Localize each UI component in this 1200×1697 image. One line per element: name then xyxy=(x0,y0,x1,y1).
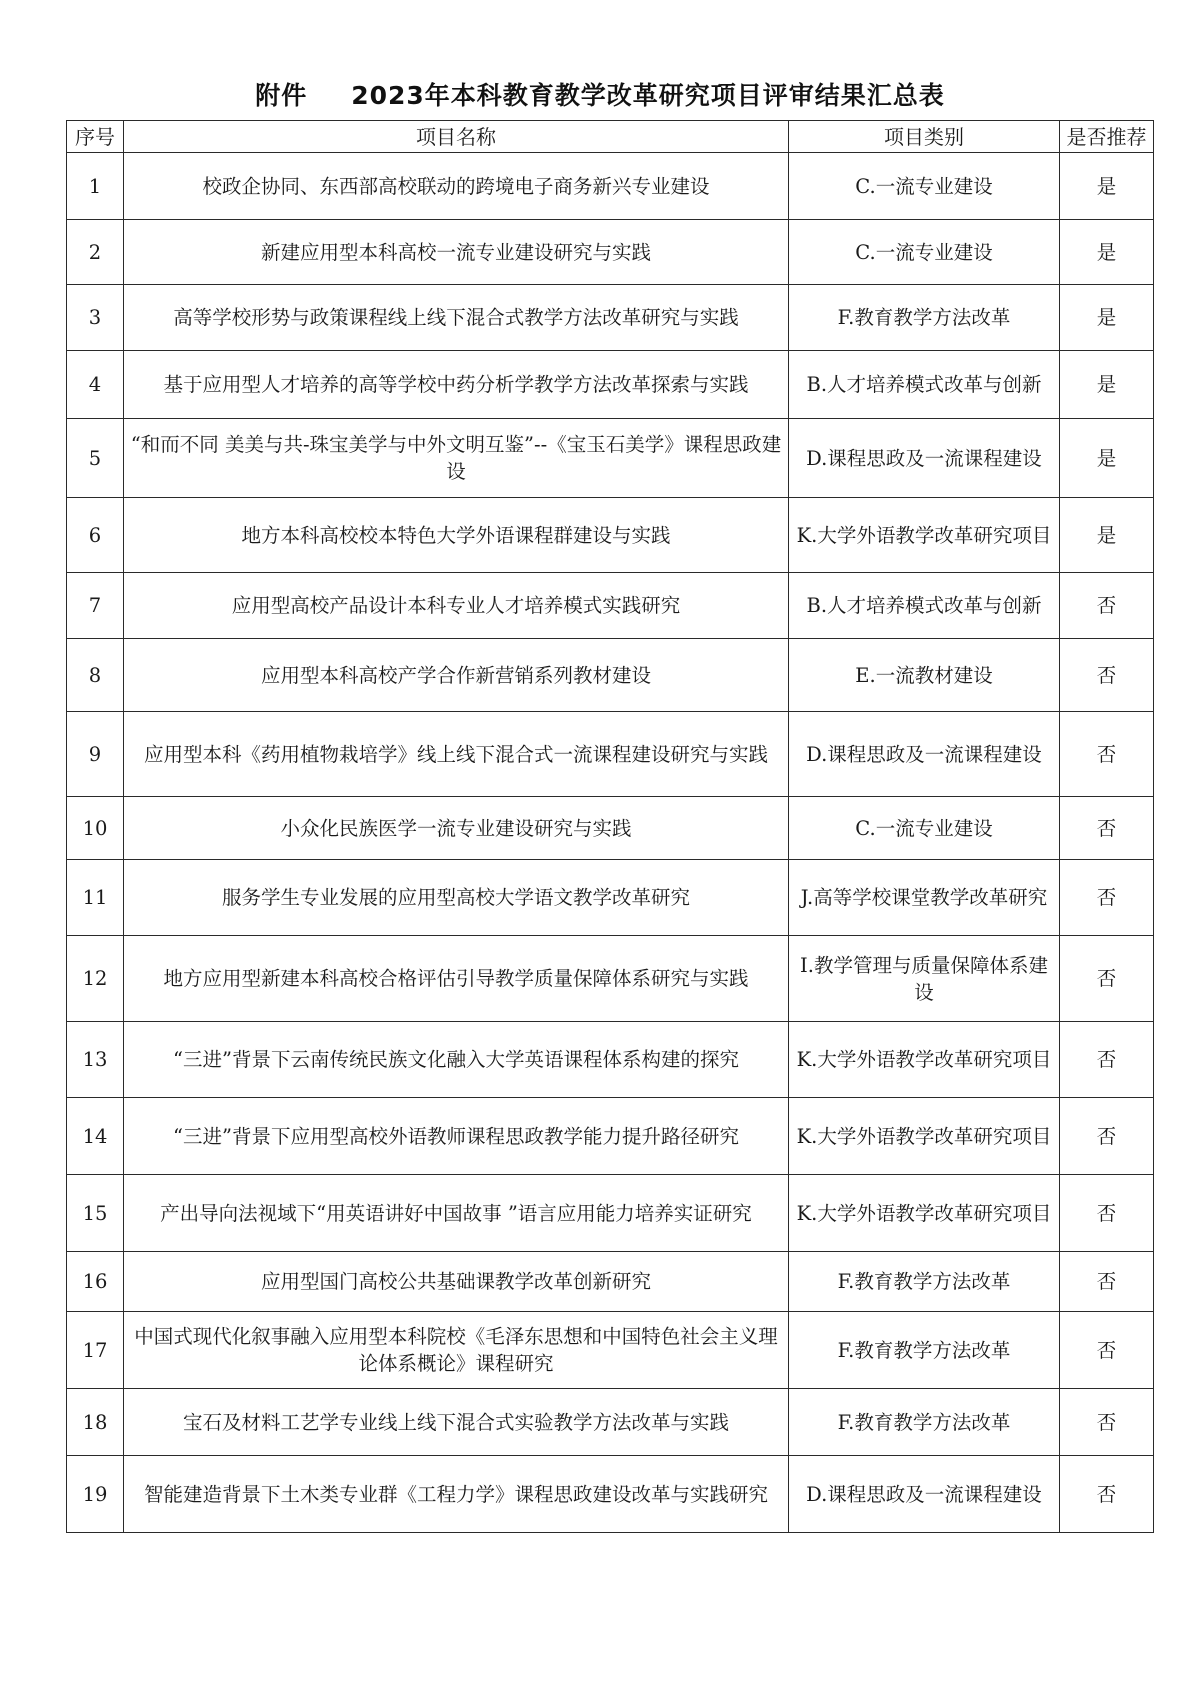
cell-recommend: 是 xyxy=(1060,419,1154,498)
cell-category: K.大学外语教学改革研究项目 xyxy=(789,1022,1060,1098)
cell-recommend: 是 xyxy=(1060,285,1154,351)
cell-seq: 16 xyxy=(67,1252,124,1312)
cell-recommend: 是 xyxy=(1060,153,1154,220)
header-seq: 序号 xyxy=(67,121,124,153)
cell-seq: 1 xyxy=(67,153,124,220)
cell-category: K.大学外语教学改革研究项目 xyxy=(789,1175,1060,1252)
cell-seq: 12 xyxy=(67,936,124,1022)
cell-seq: 9 xyxy=(67,712,124,797)
cell-category: F.教育教学方法改革 xyxy=(789,1312,1060,1389)
cell-recommend: 否 xyxy=(1060,1098,1154,1175)
cell-recommend: 否 xyxy=(1060,712,1154,797)
cell-seq: 4 xyxy=(67,351,124,419)
cell-name: “三进”背景下云南传统民族文化融入大学英语课程体系构建的探究 xyxy=(124,1022,789,1098)
cell-category: C.一流专业建设 xyxy=(789,797,1060,860)
cell-category: F.教育教学方法改革 xyxy=(789,285,1060,351)
cell-recommend: 否 xyxy=(1060,1312,1154,1389)
cell-name: “和而不同 美美与共-珠宝美学与中外文明互鉴”--《宝玉石美学》课程思政建设 xyxy=(124,419,789,498)
header-name: 项目名称 xyxy=(124,121,789,153)
cell-recommend: 是 xyxy=(1060,351,1154,419)
cell-recommend: 否 xyxy=(1060,797,1154,860)
cell-seq: 3 xyxy=(67,285,124,351)
cell-name: 应用型国门高校公共基础课教学改革创新研究 xyxy=(124,1252,789,1312)
header-recommend: 是否推荐 xyxy=(1060,121,1154,153)
cell-category: D.课程思政及一流课程建设 xyxy=(789,1456,1060,1533)
cell-seq: 19 xyxy=(67,1456,124,1533)
cell-name: 应用型本科高校产学合作新营销系列教材建设 xyxy=(124,639,789,712)
cell-recommend: 否 xyxy=(1060,1175,1154,1252)
cell-seq: 13 xyxy=(67,1022,124,1098)
table-row xyxy=(67,220,1154,285)
table-row xyxy=(67,153,1154,220)
cell-category: D.课程思政及一流课程建设 xyxy=(789,419,1060,498)
table-row xyxy=(67,1022,1154,1098)
table-row xyxy=(67,573,1154,639)
results-table xyxy=(66,120,1154,1533)
cell-recommend: 否 xyxy=(1060,639,1154,712)
cell-seq: 10 xyxy=(67,797,124,860)
cell-name: 地方应用型新建本科高校合格评估引导教学质量保障体系研究与实践 xyxy=(124,936,789,1022)
title-prefix: 附件 xyxy=(255,81,308,110)
cell-name: 小众化民族医学一流专业建设研究与实践 xyxy=(124,797,789,860)
cell-name: 产出导向法视域下“用英语讲好中国故事 ”语言应用能力培养实证研究 xyxy=(124,1175,789,1252)
document-title xyxy=(0,76,1200,112)
cell-category: E.一流教材建设 xyxy=(789,639,1060,712)
cell-seq: 11 xyxy=(67,860,124,936)
cell-seq: 17 xyxy=(67,1312,124,1389)
cell-seq: 8 xyxy=(67,639,124,712)
cell-seq: 5 xyxy=(67,419,124,498)
table-row xyxy=(67,1456,1154,1533)
title-main: 2023年本科教育教学改革研究项目评审结果汇总表 xyxy=(351,81,945,110)
cell-recommend: 否 xyxy=(1060,1022,1154,1098)
cell-category: I.教学管理与质量保障体系建设 xyxy=(789,936,1060,1022)
cell-category: C.一流专业建设 xyxy=(789,220,1060,285)
table-row xyxy=(67,936,1154,1022)
table-row xyxy=(67,419,1154,498)
cell-seq: 14 xyxy=(67,1098,124,1175)
cell-category: F.教育教学方法改革 xyxy=(789,1389,1060,1456)
cell-recommend: 否 xyxy=(1060,573,1154,639)
cell-name: 智能建造背景下土木类专业群《工程力学》课程思政建设改革与实践研究 xyxy=(124,1456,789,1533)
table-row xyxy=(67,1098,1154,1175)
cell-category: C.一流专业建设 xyxy=(789,153,1060,220)
table-row xyxy=(67,1175,1154,1252)
cell-seq: 6 xyxy=(67,498,124,573)
cell-recommend: 是 xyxy=(1060,498,1154,573)
cell-name: 高等学校形势与政策课程线上线下混合式教学方法改革研究与实践 xyxy=(124,285,789,351)
cell-name: 应用型本科《药用植物栽培学》线上线下混合式一流课程建设研究与实践 xyxy=(124,712,789,797)
cell-recommend: 是 xyxy=(1060,220,1154,285)
cell-category: K.大学外语教学改革研究项目 xyxy=(789,1098,1060,1175)
cell-name: 基于应用型人才培养的高等学校中药分析学教学方法改革探索与实践 xyxy=(124,351,789,419)
table-row xyxy=(67,860,1154,936)
cell-category: K.大学外语教学改革研究项目 xyxy=(789,498,1060,573)
cell-recommend: 否 xyxy=(1060,1456,1154,1533)
cell-seq: 15 xyxy=(67,1175,124,1252)
table-row xyxy=(67,498,1154,573)
cell-recommend: 否 xyxy=(1060,1252,1154,1312)
table-header-row xyxy=(67,121,1154,153)
cell-name: 新建应用型本科高校一流专业建设研究与实践 xyxy=(124,220,789,285)
cell-name: “三进”背景下应用型高校外语教师课程思政教学能力提升路径研究 xyxy=(124,1098,789,1175)
cell-category: J.高等学校课堂教学改革研究 xyxy=(789,860,1060,936)
cell-category: D.课程思政及一流课程建设 xyxy=(789,712,1060,797)
cell-recommend: 否 xyxy=(1060,860,1154,936)
cell-seq: 18 xyxy=(67,1389,124,1456)
table-row xyxy=(67,1312,1154,1389)
cell-category: F.教育教学方法改革 xyxy=(789,1252,1060,1312)
header-category: 项目类别 xyxy=(789,121,1060,153)
cell-name: 中国式现代化叙事融入应用型本科院校《毛泽东思想和中国特色社会主义理论体系概论》课程研究 xyxy=(124,1312,789,1389)
cell-name: 校政企协同、东西部高校联动的跨境电子商务新兴专业建设 xyxy=(124,153,789,220)
cell-name: 地方本科高校校本特色大学外语课程群建设与实践 xyxy=(124,498,789,573)
table-row xyxy=(67,639,1154,712)
cell-name: 应用型高校产品设计本科专业人才培养模式实践研究 xyxy=(124,573,789,639)
cell-seq: 7 xyxy=(67,573,124,639)
table-row xyxy=(67,285,1154,351)
table-row xyxy=(67,1389,1154,1456)
table-row xyxy=(67,351,1154,419)
cell-category: B.人才培养模式改革与创新 xyxy=(789,573,1060,639)
cell-category: B.人才培养模式改革与创新 xyxy=(789,351,1060,419)
table-row xyxy=(67,1252,1154,1312)
table-row xyxy=(67,712,1154,797)
cell-recommend: 否 xyxy=(1060,1389,1154,1456)
cell-seq: 2 xyxy=(67,220,124,285)
cell-name: 宝石及材料工艺学专业线上线下混合式实验教学方法改革与实践 xyxy=(124,1389,789,1456)
cell-recommend: 否 xyxy=(1060,936,1154,1022)
cell-name: 服务学生专业发展的应用型高校大学语文教学改革研究 xyxy=(124,860,789,936)
table-row xyxy=(67,797,1154,860)
